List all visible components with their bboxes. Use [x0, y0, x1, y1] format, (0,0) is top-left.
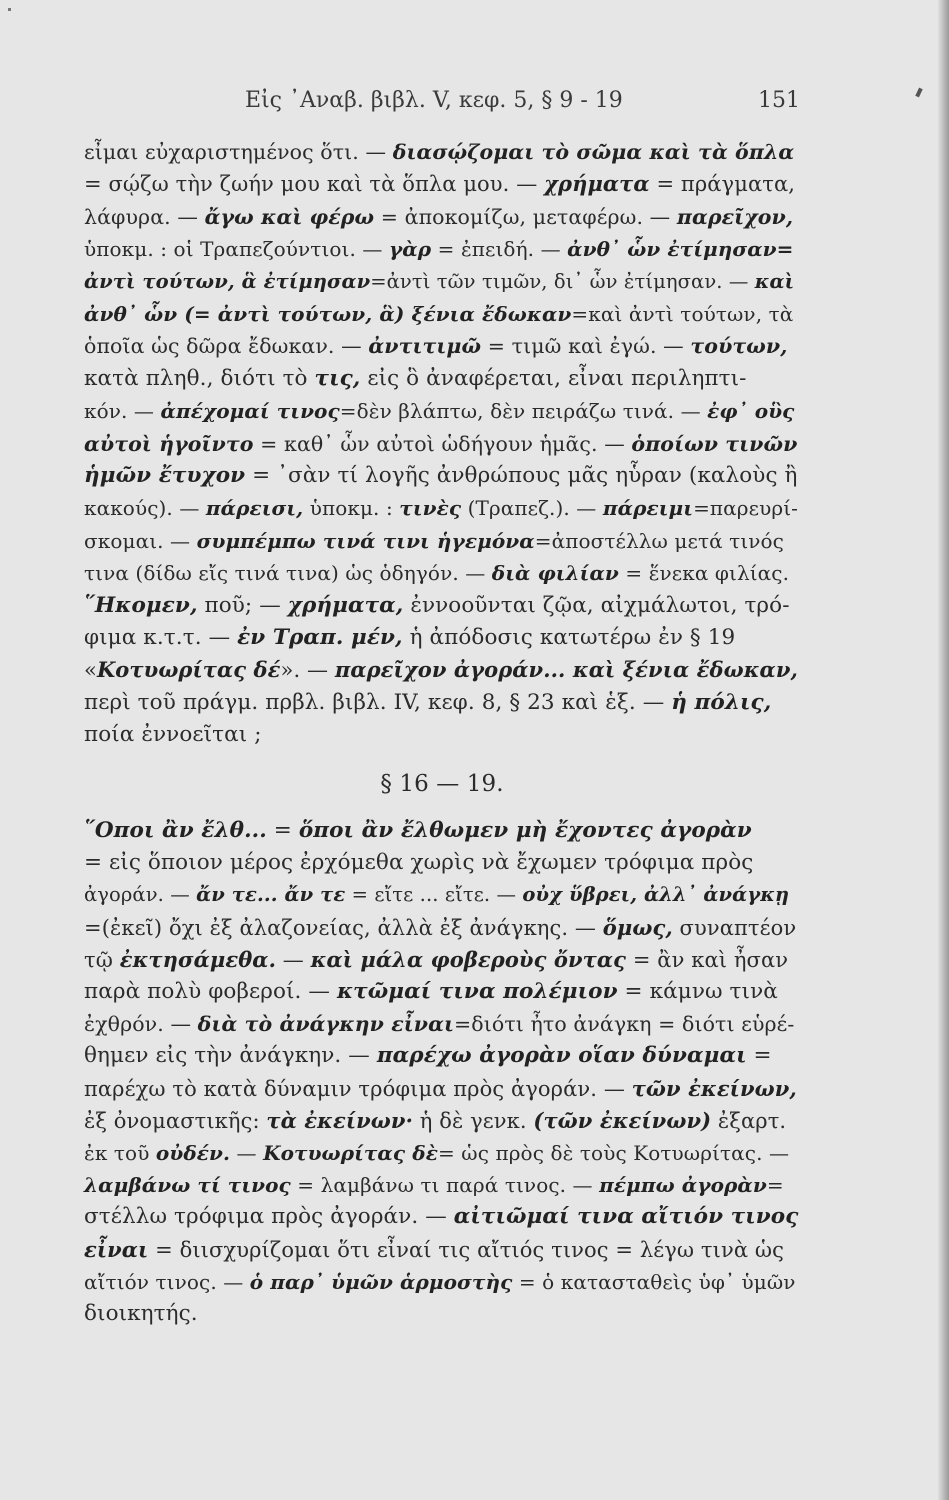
text-line [84, 493, 800, 523]
text-line [84, 429, 800, 459]
gloss: ἀγοράν. — [84, 883, 197, 907]
gloss: παρέχω τὸ κατὰ δύναμιν τρόφιμα πρὸς ἀγοράν. — [84, 1076, 632, 1101]
gloss: = ἐπειδή. — [431, 237, 568, 262]
lemma: παρέχω ἀγορὰν οἵαν δύναμαι [376, 1043, 747, 1069]
lemma: ἐφ᾿ οὓς [707, 399, 795, 424]
lemma: διὰ φιλίαν [491, 561, 619, 586]
gloss: ἐξ ὀνομαστικῆς: [84, 1108, 267, 1133]
lemma: καὶ μάλα φοβεροὺς ὄντας [310, 946, 627, 972]
gloss: στέλλω τρόφιμα πρὸς ἀγοράν. — [84, 1204, 454, 1230]
gloss: = πράγματα, [649, 172, 796, 197]
text-line [84, 880, 800, 910]
gloss: — [275, 947, 311, 972]
lemma: ἀντιτιμῶ [368, 334, 482, 359]
gloss: = σῴζω τὴν ζωήν μου καὶ τὰ ὅπλα μου. — [84, 172, 545, 197]
lemma: τις, [314, 365, 361, 391]
gloss: ὑποκμ. : [303, 496, 400, 521]
lemma: ἐν Τραπ. μέν, [237, 625, 403, 650]
lemma: πάρεισι, [205, 496, 304, 521]
text-line [84, 1009, 800, 1039]
gloss: διοικητής. [84, 1301, 198, 1326]
text-line [84, 848, 800, 878]
lemma: ὅμως, [602, 914, 673, 940]
lemma: παρεῖχον ἀγοράν... καὶ ξένια ἔδωκαν, [334, 657, 798, 683]
gloss: ὑποκμ. : οἱ Τραπεζούντιοι. — [84, 237, 389, 262]
gloss: ἐκ τοῦ [84, 1141, 156, 1165]
text-line [84, 558, 800, 588]
lemma: ῞Ηκομεν, [84, 592, 198, 618]
text-line [84, 623, 800, 653]
lemma: Κοτυωρίτας δέ [96, 657, 281, 683]
lemma: εἶναι [84, 1236, 149, 1262]
gloss: =παρευρί- [693, 496, 799, 521]
lemma: χρήματα [544, 171, 650, 197]
gloss: = καθ᾿ ὧν αὐτοὶ ὡδήγουν ἡμᾶς. — [253, 431, 632, 456]
page-edge-shadow [938, 0, 949, 1500]
lemma: κτῶμαί τινα πολέμιον [336, 979, 618, 1004]
gloss: =ἀντὶ τῶν τιμῶν, δι᾿ ὧν ἐτίμησαν. — [370, 269, 755, 293]
lemma: ῞Οποι ἂν ἔλθ... [84, 818, 267, 843]
gloss: =διότι ἦτο ἀνάγκη = διότι εὑρέ- [454, 1012, 795, 1037]
text-line [84, 816, 800, 846]
lemma: ἡμῶν ἔτυχον [84, 463, 246, 488]
lemma: διὰ τὸ ἀνάγκην εἶναι [197, 1012, 455, 1037]
gloss: = λαμβάνω τι παρά τινος. — [290, 1173, 600, 1198]
gloss: τῷ [84, 947, 120, 972]
text-line [84, 331, 800, 361]
lemma: αὐτοὶ ἡγοῖντο [84, 431, 254, 456]
gloss: ὁποῖα ὡς δῶρα ἔδωκαν. — [84, 334, 369, 359]
text-line [84, 1235, 800, 1265]
section-heading: § 16 — 19. [380, 771, 504, 797]
gloss: εἶμαι εὐχαριστημένος ὅτι. — [84, 140, 393, 164]
text-line [84, 202, 800, 232]
page-speck [8, 8, 11, 11]
text-line [84, 1106, 800, 1136]
lemma: συμπέμπω τινά τινι ἡγεμόνα [196, 528, 535, 553]
gloss: = [266, 818, 299, 843]
lemma: ὅποι ἂν ἔλθωμεν μὴ ἔχοντες ἀγορὰν [298, 818, 752, 843]
page-number: 151 [758, 88, 800, 113]
gloss: = κάμνω τινὰ [617, 979, 778, 1004]
gloss: — [230, 1141, 264, 1165]
lemma: ὁποίων τινῶν [631, 431, 798, 456]
gloss: κακούς). — [84, 496, 206, 521]
gloss: θημεν εἰς τὴν ἀνάγκην. — [84, 1043, 377, 1069]
gloss: = ὁ κατασταθεὶς ὑφ᾿ ὑμῶν [512, 1269, 796, 1294]
text-line [84, 1074, 800, 1104]
gloss: ἡ ἀπόδοσις κατωτέρω ἐν § 19 [402, 625, 736, 650]
gloss: κατὰ πληθ., διότι τὸ [84, 365, 315, 391]
lemma: Κοτυωρίτας δὲ [263, 1141, 438, 1165]
page-speck [915, 88, 922, 98]
gloss: αἴτιόν τινος. — [84, 1269, 250, 1294]
gloss: =δὲν βλάπτω, δὲν πειράζω τινά. — [339, 399, 708, 424]
gloss: σκομαι. — [84, 528, 197, 553]
lemma: καὶ [754, 269, 795, 293]
lemma: λαμβάνω τί τινος [84, 1173, 291, 1198]
text-line [84, 945, 800, 975]
lemma: πάρειμι [602, 496, 694, 521]
text-line [84, 688, 800, 718]
gloss: ». — [280, 658, 335, 683]
gloss: = ἕνεκα φιλίας. [618, 561, 790, 586]
lemma: οὐδέν. [155, 1141, 231, 1165]
text-line [84, 234, 800, 264]
gloss: τινα (δίδω εἴς τινά τινα) ὡς ὁδηγόν. — [84, 561, 492, 586]
gloss: = τιμῶ καὶ ἐγώ. — [481, 334, 691, 359]
gloss: = ὡς πρὸς δὲ τοὺς Κοτυωρίτας. — [437, 1141, 790, 1165]
gloss: =(ἐκεῖ) ὄχι ἐξ ἀλαζονείας, ἀλλὰ ἐξ ἀνάγκης. — [84, 915, 603, 940]
text-line [84, 364, 800, 394]
gloss: λάφυρα. — [84, 204, 205, 229]
gloss: εἰς ὃ ἀναφέρεται, εἶναι περιληπτι- [360, 365, 747, 391]
text-line [84, 169, 800, 199]
running-header: Εἰς ᾿Αναβ. βιβλ. V, κεφ. 5, § 9 - 19 [245, 88, 623, 113]
gloss: κόν. — [84, 399, 161, 424]
lemma: ἄν τε... ἄν τε [196, 883, 346, 907]
text-line [84, 591, 800, 621]
gloss: παρὰ πολὺ φοβεροί. — [84, 979, 337, 1004]
lemma: ἡ πόλις, [671, 689, 772, 715]
text-line [84, 1299, 800, 1329]
gloss: ἡ δὲ γενκ. [413, 1108, 534, 1133]
text-line [84, 1202, 800, 1232]
gloss: = ἀποκομίζω, μεταφέρω. — [374, 204, 677, 229]
gloss: =καὶ ἀντὶ τούτων, τὰ [571, 302, 794, 326]
lemma: παρεῖχον, [676, 204, 794, 229]
text-line [84, 913, 800, 943]
lemma: ἀντὶ τούτων, ἃ ἐτίμησαν [84, 269, 371, 293]
gloss: ἐξαρτ. [711, 1108, 787, 1133]
gloss: περὶ τοῦ πράγμ. πρβλ. βιβλ. IV, κεφ. 8, § 23 καὶ ἑξ. — [84, 689, 672, 715]
text-line [84, 267, 800, 297]
lemma: ἐκτησάμεθα. [119, 946, 276, 972]
lemma: χρήματα, [287, 592, 404, 618]
gloss: = εἰς ὅποιον μέρος ἐρχόμεθα χωρὶς νὰ ἔχωμεν τρόφιμα πρὸς [84, 850, 754, 876]
text-line [84, 396, 800, 426]
text-line [84, 1170, 800, 1200]
text-line [84, 526, 800, 556]
text-line [84, 299, 800, 329]
gloss: = [746, 1043, 772, 1069]
gloss: « [84, 658, 97, 683]
lemma: αἰτιῶμαί τινα αἴτιόν τινος [453, 1204, 799, 1230]
lemma: διασῴζομαι τὸ σῶμα καὶ τὰ ὅπλα [392, 140, 795, 164]
lemma: ἀνθ᾿ ὧν ἐτίμησαν= [567, 237, 794, 262]
lemma: τὰ ἐκείνων· [266, 1107, 413, 1133]
text-line [84, 137, 800, 167]
gloss: ποία ἐννοεῖται ; [84, 722, 262, 748]
lemma: ὁ παρ᾿ ὑμῶν ἁρμοστὴς [249, 1269, 513, 1294]
text-line [84, 720, 800, 750]
gloss: = [766, 1173, 784, 1198]
text-line [84, 655, 800, 685]
gloss: = διισχυρίζομαι ὅτι εἶναί τις αἴτιός τινος = λέγω τινὰ ὡς [148, 1237, 784, 1262]
gloss: =ἀποστέλλω μετά τινός [534, 528, 784, 553]
gloss: φιμα κ.τ.τ. — [84, 625, 238, 650]
lemma: τούτων, [690, 334, 788, 359]
text-line [84, 461, 800, 491]
gloss: = ᾿σὰν τί λογῆς ἀνθρώπους μᾶς ηὗραν (καλοὺς ἢ [245, 463, 798, 488]
text-line [84, 977, 800, 1007]
text-line [84, 1138, 800, 1168]
lemma: οὐχ ὕβρει, ἀλλ᾿ ἀνάγκῃ [522, 883, 790, 907]
text-line [84, 1041, 800, 1071]
lemma: γὰρ [388, 237, 432, 262]
gloss: (Τραπεζ.). — [461, 496, 603, 521]
lemma: (τῶν ἐκείνων) [533, 1107, 712, 1133]
gloss: ἐννοοῦνται ζῷα, αἰχμάλωτοι, τρό- [403, 592, 790, 618]
lemma: ἄγω καὶ φέρω [204, 204, 375, 229]
lemma: ἀνθ᾿ ὧν (= ἀντὶ τούτων, ἃ) ξένια ἔδωκαν [84, 302, 572, 326]
lemma: ἀπέχομαί τινος [160, 399, 340, 424]
lemma: πέμπω ἀγορὰν [599, 1173, 767, 1198]
text-line [84, 1267, 800, 1297]
gloss: ἐχθρόν. — [84, 1012, 198, 1037]
gloss: = ἂν καὶ ἦσαν [626, 947, 789, 972]
lemma: τῶν ἐκείνων, [631, 1075, 797, 1101]
lemma: τινὲς [399, 496, 462, 521]
gloss: ποῦ; — [197, 592, 288, 618]
gloss: συναπτέον [672, 915, 797, 940]
gloss: = εἴτε ... εἴτε. — [345, 883, 523, 907]
